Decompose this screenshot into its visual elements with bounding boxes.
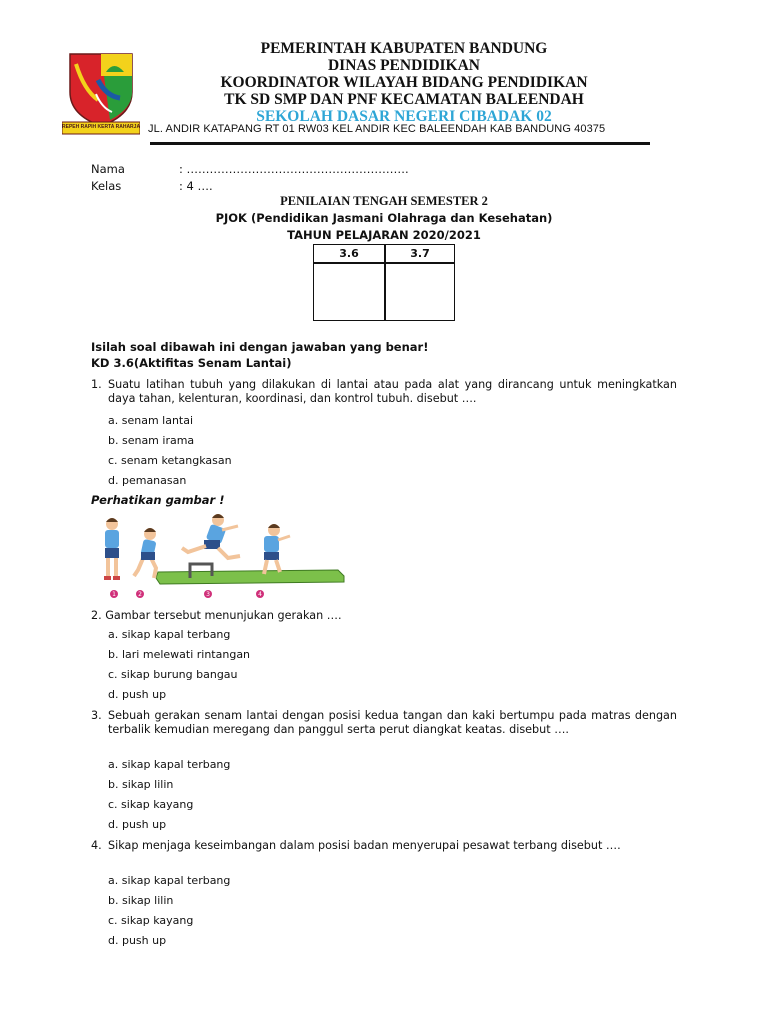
question-number: 2. [91, 609, 102, 622]
name-field: : …………………………………………………. [179, 162, 409, 176]
school-address: JL. ANDIR KATAPANG RT 01 RW03 KEL ANDIR KEC BALEENDAH KAB BANDUNG 40375 [148, 123, 606, 135]
option-a: a. sikap kapal terbang [108, 628, 231, 641]
step-label-2: 2 [138, 591, 142, 598]
option-a: a. sikap kapal terbang [108, 874, 231, 887]
exam-title: PENILAIAN TENGAH SEMESTER 2 [280, 194, 488, 208]
step-label-1: 1 [112, 591, 116, 598]
option-c: c. sikap kayang [108, 798, 194, 811]
question-text: Sikap menjaga keseimbangan dalam posisi badan menyerupai pesawat terbang disebut …. [108, 839, 621, 852]
option-b: b. sikap lilin [108, 778, 174, 791]
option-d: d. push up [108, 934, 167, 947]
subject-title: PJOK (Pendidikan Jasmani Olahraga dan Kesehatan) [215, 211, 553, 225]
instruction-text: Isilah soal dibawah ini dengan jawaban yang benar! [91, 340, 429, 354]
header-school-name: SEKOLAH DASAR NEGERI CIBADAK 02 [256, 108, 552, 125]
option-c: c. sikap burung bangau [108, 668, 238, 681]
option-a: a. senam lantai [108, 414, 194, 427]
question-1 [91, 378, 677, 406]
option-b: b. senam irama [108, 434, 195, 447]
option-a: a. sikap kapal terbang [108, 758, 231, 771]
header-government: PEMERINTAH KABUPATEN BANDUNG [260, 40, 548, 57]
header-department: DINAS PENDIDIKAN [327, 57, 480, 74]
kd-score-table [313, 244, 455, 321]
question-text: Sebuah gerakan senam lantai dengan posisi kedua tangan dan kaki bertumpu pada matras dengan terbalik kemudian meregang dan panggul serta perut diangkat keatas. disebut …. [108, 709, 677, 736]
option-c: c. senam ketangkasan [108, 454, 232, 467]
question-number: 4. [91, 839, 102, 852]
kd-col-3-6: 3.6 [339, 247, 359, 260]
question-3 [91, 709, 677, 737]
option-b: b. sikap lilin [108, 894, 174, 907]
option-c: c. sikap kayang [108, 914, 194, 927]
option-d: d. push up [108, 818, 167, 831]
option-d: d. pemanasan [108, 474, 187, 487]
kd-heading: KD 3.6(Aktifitas Senam Lantai) [91, 356, 292, 370]
figure-caption: Perhatikan gambar ! [91, 493, 225, 507]
class-field: : 4 …. [179, 179, 213, 193]
kd-col-3-7: 3.7 [410, 247, 430, 260]
header-coordinator: KOORDINATOR WILAYAH BIDANG PENDIDIKAN [220, 74, 588, 91]
hurdle-run-illustration [98, 512, 350, 602]
question-number: 3. [91, 709, 102, 722]
question-number: 1. [91, 378, 102, 391]
class-label: Kelas [91, 179, 122, 193]
header-divider [150, 142, 650, 145]
question-text: Suatu latihan tubuh yang dilakukan di lantai atau pada alat yang dirancang untuk meningkatkan daya tahan, kelenturan, koordinasi, dan kontrol tubuh. disebut …. [108, 378, 677, 405]
logo-motto: REPEH RAPIH KERTA RAHARJA [62, 124, 141, 130]
academic-year: TAHUN PELAJARAN 2020/2021 [287, 228, 481, 242]
header-district: TK SD SMP DAN PNF KECAMATAN BALEENDAH [224, 91, 584, 108]
step-label-3: 3 [206, 591, 210, 598]
step-label-4: 4 [258, 591, 262, 598]
question-4 [91, 839, 677, 853]
option-b: b. lari melewati rintangan [108, 648, 251, 661]
option-d: d. push up [108, 688, 167, 701]
name-label: Nama [91, 162, 125, 176]
question-text: Gambar tersebut menunjukan gerakan …. [105, 609, 342, 622]
question-2 [91, 609, 342, 622]
